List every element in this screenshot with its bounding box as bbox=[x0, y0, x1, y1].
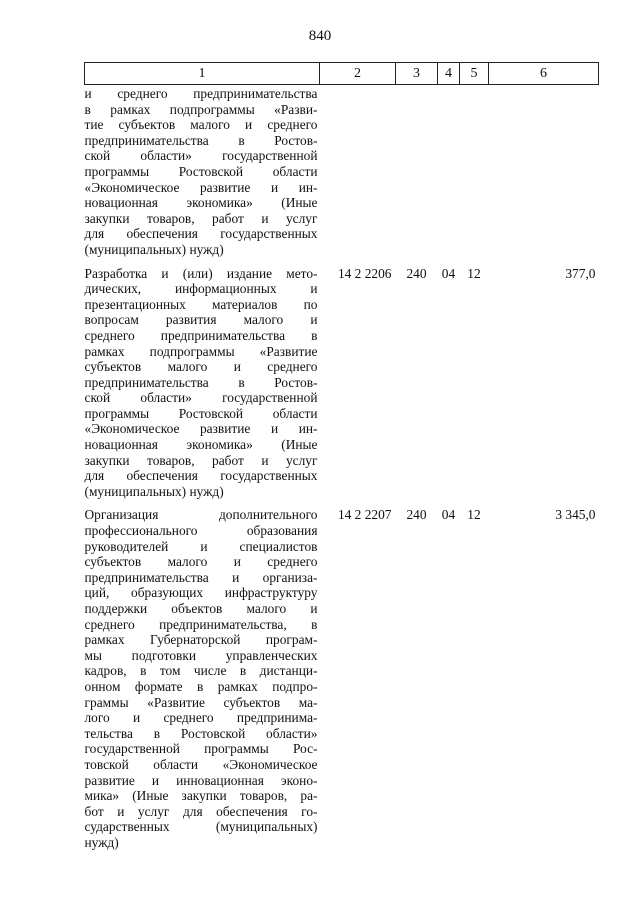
header-col-1: 1 bbox=[85, 63, 320, 85]
budget-table bbox=[84, 62, 599, 851]
row-expense-type bbox=[396, 85, 438, 258]
header-col-6: 6 bbox=[489, 63, 599, 85]
description-line: новационная экономика» (Иные bbox=[84, 437, 318, 453]
description-line: предпринимательства и организа- bbox=[84, 569, 318, 585]
row-description bbox=[85, 85, 320, 258]
description-line: ций, образующих инфраструктуру bbox=[84, 585, 318, 601]
description-line: дических, информационных и bbox=[84, 281, 318, 297]
description-line: программы Ростовской области bbox=[84, 163, 318, 179]
row-section bbox=[438, 85, 460, 258]
table-row bbox=[85, 507, 599, 850]
description-line: рамках подпрограммы «Развитие bbox=[84, 343, 318, 359]
description-line: мика» (Иные закупки товаров, ра- bbox=[84, 788, 318, 804]
description-line: для обеспечения государственных bbox=[84, 226, 318, 242]
description-line: сударственных (муниципальных) bbox=[84, 819, 318, 835]
row-amount bbox=[489, 85, 599, 258]
description-line: граммы «Развитие субъектов ма- bbox=[84, 694, 318, 710]
description-line: закупки товаров, работ и услуг bbox=[84, 452, 318, 468]
table-header bbox=[85, 63, 599, 85]
description-line: закупки товаров, работ и услуг bbox=[84, 210, 318, 226]
row-section: 04 bbox=[441, 507, 456, 523]
description-line: кадров, в том числе в дистанци- bbox=[84, 663, 318, 679]
table-row bbox=[85, 85, 599, 258]
description-line: поддержки объектов малого и bbox=[84, 601, 318, 616]
header-col-2: 2 bbox=[320, 63, 396, 85]
row-description bbox=[85, 507, 320, 850]
row-subsection: 12 bbox=[467, 507, 481, 523]
row-spacer-cell bbox=[85, 499, 599, 507]
description-line: среднего предпринимательства в bbox=[84, 327, 318, 343]
row-expense-type: 240 bbox=[406, 507, 427, 523]
table-row bbox=[85, 266, 599, 500]
description-line: среднего предпринимательства, в bbox=[84, 616, 318, 632]
description-line: тие субъектов малого и среднего bbox=[84, 117, 318, 133]
row-expense-type: 240 bbox=[406, 265, 427, 281]
description-line: лого и среднего предпринима- bbox=[84, 710, 318, 726]
page-number: 840 bbox=[308, 28, 332, 44]
description-line: ской области» государственной bbox=[84, 148, 318, 164]
row-subsection: 12 bbox=[467, 265, 481, 281]
description-line: и среднего предпринимательства bbox=[84, 86, 318, 101]
row-target-code: 14 2 2206 bbox=[337, 265, 392, 281]
description-line: субъектов малого и среднего bbox=[84, 554, 318, 570]
row-amount: 3 345,0 bbox=[555, 507, 596, 523]
header-col-4: 4 bbox=[438, 63, 460, 85]
row-target-code bbox=[320, 85, 396, 258]
description-line: профессионального образования bbox=[84, 523, 318, 539]
header-col-5: 5 bbox=[460, 63, 489, 85]
row-spacer bbox=[85, 499, 599, 507]
description-line: «Экономическое развитие и ин- bbox=[84, 421, 318, 437]
row-amount: 377,0 bbox=[565, 265, 596, 281]
header-row bbox=[85, 63, 599, 85]
description-line: в рамках подпрограммы «Разви- bbox=[84, 101, 318, 117]
description-line: презентационных материалов по bbox=[84, 296, 318, 312]
description-line: субъектов малого и среднего bbox=[84, 359, 318, 375]
description-line: (муниципальных) нужд) bbox=[84, 483, 224, 499]
row-target-code: 14 2 2207 bbox=[337, 507, 392, 523]
description-line: развитие и инновационная эконо- bbox=[84, 772, 318, 788]
row-description bbox=[85, 266, 320, 500]
table-body bbox=[85, 85, 599, 851]
description-line: бот и услуг для обеспечения го- bbox=[84, 803, 318, 819]
description-line: рамках Губернаторской програм- bbox=[84, 632, 318, 648]
row-spacer bbox=[85, 258, 599, 266]
description-line: «Экономическое развитие и ин- bbox=[84, 179, 318, 195]
description-line: предпринимательства в Ростов- bbox=[84, 132, 318, 148]
description-line: руководителей и специалистов bbox=[84, 538, 318, 554]
row-spacer-cell bbox=[85, 258, 599, 266]
header-col-3: 3 bbox=[396, 63, 438, 85]
description-line: (муниципальных) нужд) bbox=[84, 241, 224, 257]
description-line: нужд) bbox=[84, 834, 119, 850]
description-line: новационная экономика» (Иные bbox=[84, 195, 318, 211]
description-line: государственной программы Рос- bbox=[84, 741, 318, 757]
description-line: Организация дополнительного bbox=[84, 507, 318, 523]
description-line: ской области» государственной bbox=[84, 390, 318, 406]
description-line: вопросам развития малого и bbox=[84, 312, 318, 328]
row-section: 04 bbox=[441, 265, 456, 281]
description-line: онном формате в рамках подпро- bbox=[84, 678, 318, 694]
description-line: мы подготовки управленческих bbox=[84, 647, 318, 663]
row-subsection bbox=[460, 85, 489, 258]
description-line: товской области «Экономическое bbox=[84, 756, 318, 772]
description-line: для обеспечения государственных bbox=[84, 468, 318, 484]
description-line: тельства в Ростовской области» bbox=[84, 725, 318, 741]
description-line: Разработка и (или) издание мето- bbox=[84, 265, 318, 281]
description-line: программы Ростовской области bbox=[84, 405, 318, 421]
description-line: предпринимательства в Ростов- bbox=[84, 374, 318, 390]
